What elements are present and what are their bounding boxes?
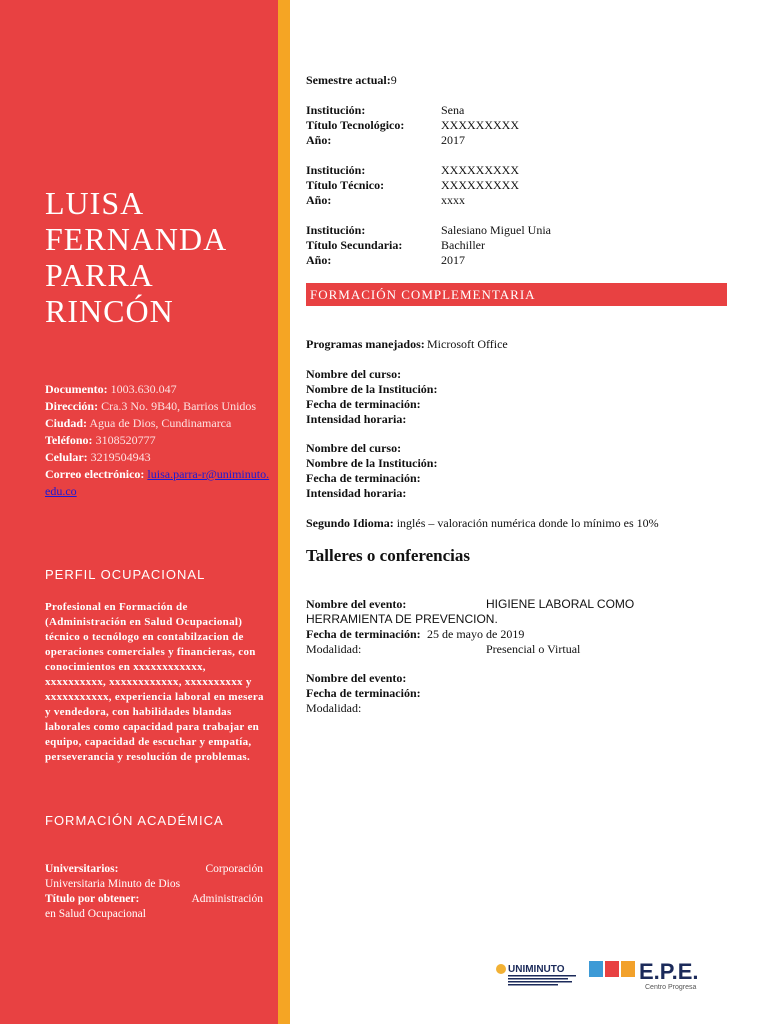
name-line-4: RINCÓN [45,293,174,329]
univ-label: Universitarios: [45,863,119,875]
tecnico-label: Título Técnico: [306,178,385,192]
inst3-label: Institución: [306,223,366,237]
celular-value: 3219504943 [90,450,151,464]
anio1-label: Año: [306,133,332,147]
inst1-value: Sena [441,103,465,117]
programas-label: Programas manejados: [306,337,425,351]
curso2-intensidad-label: Intensidad horaria: [306,486,407,500]
name-line-3: PARRA [45,257,154,293]
programas-row [306,337,731,352]
semestre-row [306,73,731,88]
complementaria-banner [306,283,727,306]
footer-logos [493,955,723,995]
inst1-label: Institución: [306,103,366,117]
telefono-value: 3108520777 [95,433,156,447]
academica-heading: FORMACIÓN ACADÉMICA [45,813,224,828]
talleres-heading: Talleres o conferencias [306,546,470,565]
curso2-fecha-label: Fecha de terminación: [306,471,421,485]
secundaria-value: Bachiller [441,238,485,252]
idioma-row [306,516,731,531]
sidebar [0,0,278,1024]
direccion-label: Dirección: [45,399,99,413]
ev1-nombre-value-1: HIGIENE LABORAL COMO [486,597,635,611]
accent-stripe [278,0,290,1024]
epe-text: E.P.E. [639,959,699,984]
ev2-fecha-label: Fecha de terminación: [306,686,421,700]
curso1-institucion-label: Nombre de la Institución: [306,382,438,396]
anio2-value: xxxx [441,193,465,207]
ev1-fecha-label: Fecha de terminación: [306,627,421,641]
curso1-nombre-label: Nombre del curso: [306,367,402,381]
inst2-value: XXXXXXXXX [441,163,519,177]
anio3-value: 2017 [441,253,465,267]
evento2-block [306,671,731,716]
curso2-block [306,441,731,501]
telefono-label: Teléfono: [45,433,93,447]
ev1-mod-label: Modalidad: [306,642,362,656]
tecno-value: XXXXXXXXX [441,118,519,132]
curso1-fecha-label: Fecha de terminación: [306,397,421,411]
contact-info [45,381,270,500]
ev1-mod-value: Presencial o Virtual [486,642,581,656]
tecnico-value: XXXXXXXXX [441,178,519,192]
ev1-fecha-value: 25 de mayo de 2019 [427,627,525,641]
secundaria-block [306,223,731,268]
anio2-label: Año: [306,193,332,207]
uniminuto-logo [496,964,576,986]
anio3-label: Año: [306,253,332,267]
ev1-nombre-label: Nombre del evento: [306,597,407,611]
titulo-value-2: en Salud Ocupacional [45,908,146,920]
name-line-2: FERNANDA [45,221,228,257]
inst3-value: Salesiano Miguel Unia [441,223,551,237]
titulo-label: Título por obtener: [45,893,140,905]
academica-info [45,862,263,922]
idioma-value: inglés – valoración numérica donde lo mínimo es 10% [396,516,659,530]
perfil-text: Profesional en Formación de (Administración en Salud Ocupacional) técnico o tecnólogo en contabilzacion de operaciones comerciales y financieras, con conocimientos en xxxxxxxxxxxx, xxxxxxxxxx, xxxxxxxxxxxx, xxxxxxxxxx y xxxxxxxxxxx, experiencia laboral en mesera y vendedora, con habilidades blandas laborales como capacidad para trabajar en equipo, capacidad de escuchar y empatía, perseverancia y resolución de problemas. [45,601,264,763]
inst2-label: Institución: [306,163,366,177]
documento-label: Documento: [45,382,108,396]
name-line-1: LUISA [45,185,145,221]
ev2-mod-label: Modalidad: [306,701,362,715]
curso2-nombre-label: Nombre del curso: [306,441,402,455]
candidate-name [45,185,270,329]
evento1-block [306,597,731,657]
logos-graphic [493,955,723,995]
correo-label: Correo electrónico: [45,467,145,481]
curso1-intensidad-label: Intensidad horaria: [306,412,407,426]
curso1-block [306,367,731,427]
ciudad-label: Ciudad: [45,416,88,430]
semestre-value: 9 [390,73,397,87]
univ-value-2: Universitaria Minuto de Dios [45,878,181,890]
direccion-value: Cra.3 No. 9B40, Barrios Unidos [101,399,257,413]
email-link[interactable]: luisa.parra-r@uniminuto.edu.co [45,467,270,498]
tecnico-block [306,163,731,208]
titulo-value-1: Administración [191,893,263,905]
ev1-nombre-value-2: HERRAMIENTA DE PREVENCION. [306,612,498,626]
celular-label: Celular: [45,450,88,464]
univ-value-1: Corporación [205,863,263,875]
tecnologico-block [306,103,731,148]
epe-logo [589,959,699,991]
programas-value: Microsoft Office [427,337,508,351]
uniminuto-text: UNIMINUTO [508,964,565,975]
anio1-value: 2017 [441,133,465,147]
ciudad-value: Agua de Dios, Cundinamarca [89,416,232,430]
secundaria-label: Título Secundaria: [306,238,403,252]
documento-value: 1003.630.047 [110,382,177,396]
semestre-label: Semestre actual: [306,73,391,87]
perfil-heading: PERFIL OCUPACIONAL [45,567,206,582]
complementaria-heading: FORMACIÓN COMPLEMENTARIA [310,287,536,302]
epe-sub-text: Centro Progresa [645,984,697,991]
tecno-label: Título Tecnológico: [306,118,405,132]
ev2-nombre-label: Nombre del evento: [306,671,407,685]
curso2-institucion-label: Nombre de la Institución: [306,456,438,470]
idioma-label: Segundo Idioma: [306,516,394,530]
